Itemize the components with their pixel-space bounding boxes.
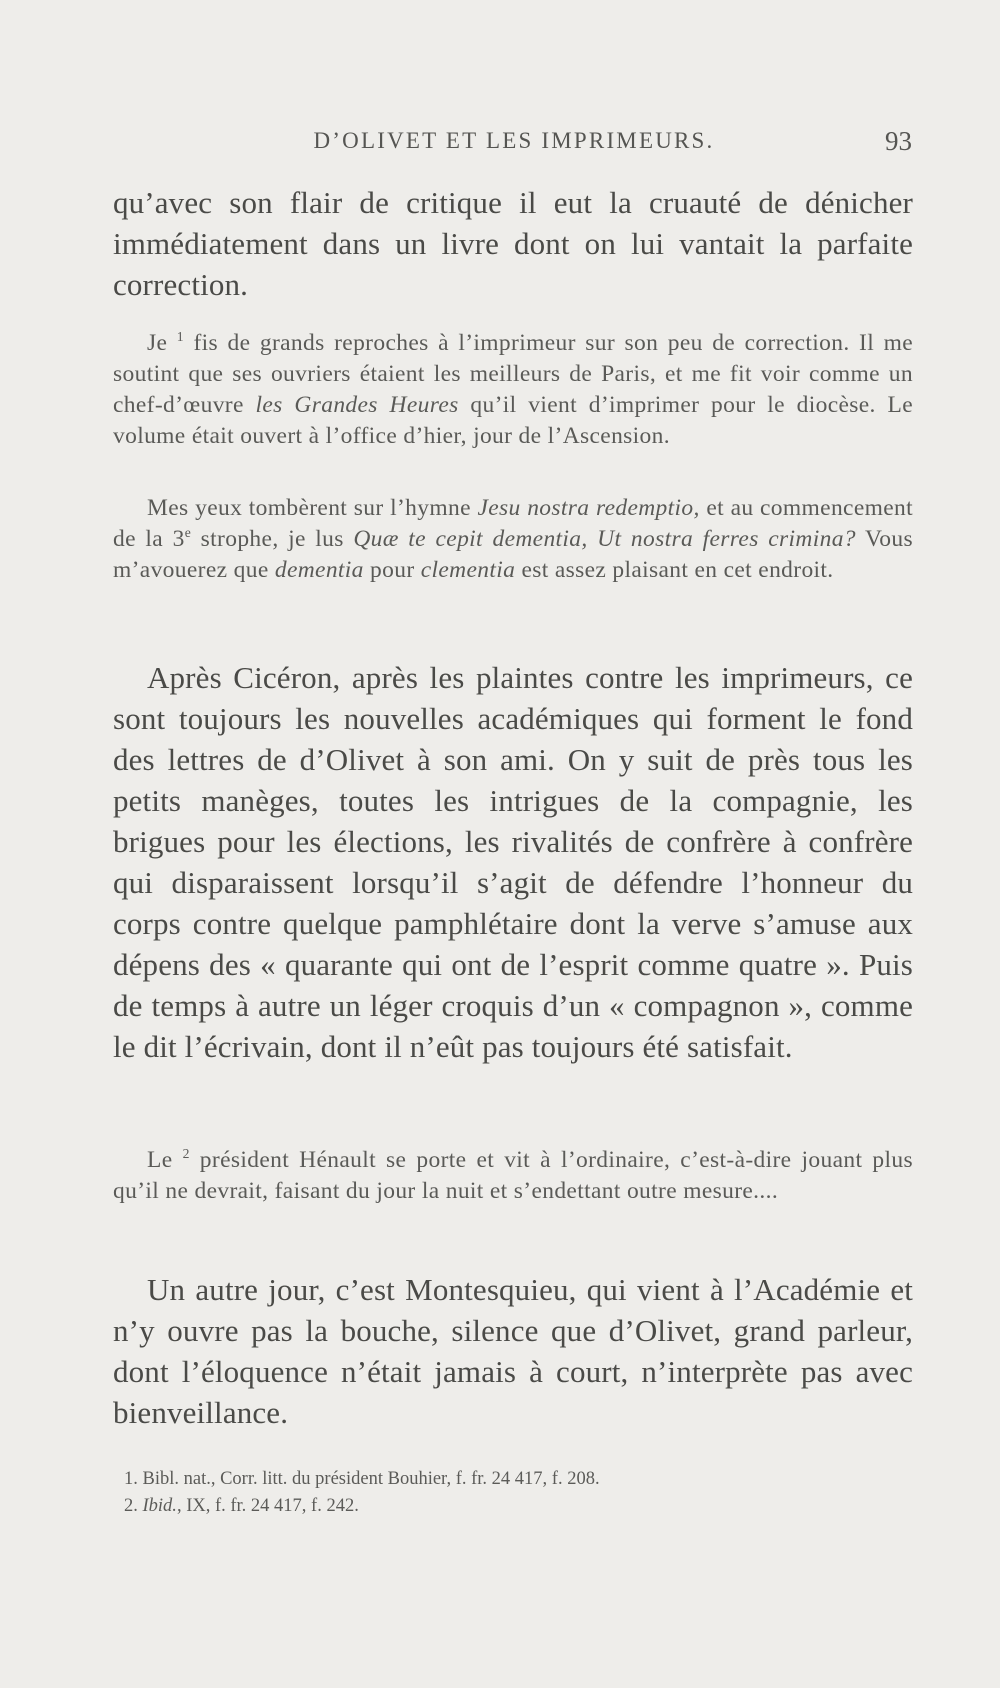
quote-1-italic-title: les Grandes Heures [255, 392, 459, 418]
footnote-2-text: , IX, f. fr. 24 417, f. 242. [176, 1496, 359, 1516]
quote-1-start: Je [147, 330, 177, 356]
footnote-2-italic: Ibid. [137, 1496, 177, 1516]
footnote-1 [124, 1466, 914, 1493]
quote-2-hymn-title: Jesu nostra redemptio, [477, 495, 700, 521]
quote-2-part-2: et au commencement de la 3 [113, 495, 913, 552]
page-number: 93 [885, 126, 912, 156]
paragraph-opening: qu’avec son flair de critique il eut la cruauté de dénicher immédiatement dans un livre dont on lui vantait la parfaite correction. [113, 185, 913, 302]
quote-2-part-5: pour [363, 557, 421, 583]
paragraph-academy: Après Cicéron, après les plaintes contre les imprimeurs, ce sont toujours les nouvelles académiques qui forment le fond des lettres de d’Olivet à son ami. On y suit de près tous les petits manèges, toutes les intrigues de la compagnie, les brigues pour les élections, les rivalités de confrère à confrère qui disparaissent lorsqu’il s’agit de défendre l’honneur du corps contre quelque pamphlétaire dont la verve s’amuse aux dépens des « quarante qui ont de l’esprit comme quatre ». Puis de temps à autre un léger croquis d’un « compagnon », comme le dit l’écrivain, dont il n’eût pas toujours été satisfait. [113, 660, 913, 1064]
ordinal-suffix: e [184, 525, 192, 541]
quote-2-word-dementia: dementia [274, 557, 364, 583]
footnotes [124, 1466, 914, 1520]
footnote-2 [124, 1493, 914, 1520]
footnote-ref-1: 1 [176, 329, 184, 345]
running-title: D’OLIVET ET LES IMPRIMEURS. [313, 128, 715, 153]
quote-2-part-1: Mes yeux tombèrent sur l’hymne [147, 495, 478, 521]
quoted-letter-1 [113, 328, 913, 452]
quoted-letter-3 [113, 1145, 913, 1207]
running-head [116, 128, 912, 162]
quote-1-end: qu’il vient d’imprimer pour le diocèse. Le volume était ouvert à l’office d’hier, jour de l’Ascension. [113, 392, 913, 449]
quote-2-part-3: strophe, je lus [191, 526, 354, 552]
quote-1-text: fis de grands reproches à l’imprimeur sur son peu de correction. Il me soutint que ses ouvriers étaient les meilleurs de Paris, et me fit voir comme un chef-d’œuvre [113, 330, 913, 418]
quote-2-part-6: est assez plaisant en cet endroit. [515, 557, 834, 583]
quoted-letter-2 [113, 493, 913, 586]
footnote-2-label: 2. [124, 1496, 138, 1516]
quote-3-start: Le [147, 1147, 183, 1173]
paragraph-montesquieu: Un autre jour, c’est Montesquieu, qui vient à l’Académie et n’y ouvre pas la bouche, silence que d’Olivet, grand parleur, dont l’éloquence n’était jamais à court, n’interprète pas avec bienveillance. [113, 1272, 913, 1430]
quote-2-part-4: Vous m’avouerez que [113, 526, 913, 583]
footnote-1-text: Bibl. nat., Corr. litt. du président Bouhier, f. fr. 24 417, f. 208. [137, 1469, 600, 1489]
quote-2-hymn-verse: Quæ te cepit dementia, Ut nostra ferres crimina? [353, 526, 856, 552]
quote-3-text: président Hénault se porte et vit à l’ordinaire, c’est-à-dire jouant plus qu’il ne devrait, faisant du jour la nuit et s’endettant outre mesure.... [113, 1147, 913, 1204]
quote-2-word-clementia: clementia [420, 557, 516, 583]
footnote-ref-2: 2 [182, 1146, 190, 1162]
footnote-1-label: 1. [124, 1469, 138, 1489]
